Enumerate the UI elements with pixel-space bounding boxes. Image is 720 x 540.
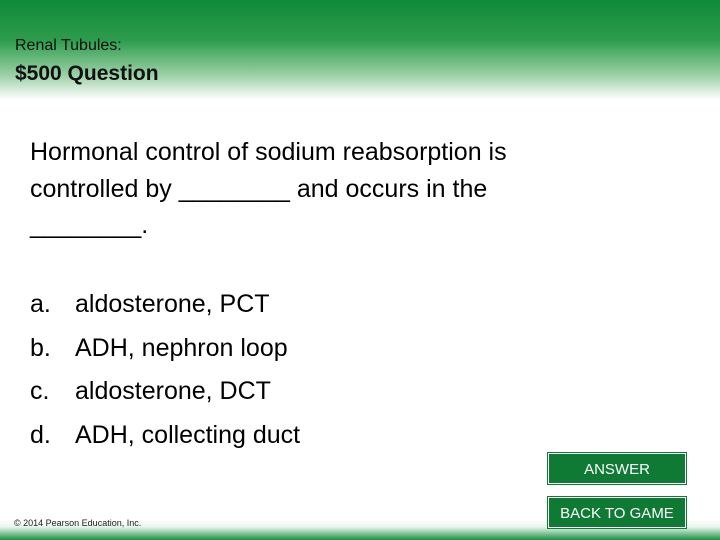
question-line: controlled by ________ and occurs in the xyxy=(30,174,488,203)
option-a xyxy=(30,283,300,327)
option-text: aldosterone, PCT xyxy=(75,290,270,318)
option-text: ADH, collecting duct xyxy=(75,420,301,449)
option-text: aldosterone, DCT xyxy=(75,377,271,405)
option-b xyxy=(30,327,300,371)
answer-options-list xyxy=(30,283,300,457)
option-text: ADH, nephron loop xyxy=(75,333,288,362)
option-letter: b. xyxy=(30,333,51,362)
answer-button[interactable]: ANSWER xyxy=(548,453,686,484)
question-value-title: $500 Question xyxy=(15,62,159,85)
category-label: Renal Tubules: xyxy=(15,37,122,54)
option-letter: d. xyxy=(30,420,51,449)
slide-header xyxy=(0,0,720,100)
option-letter: a. xyxy=(30,290,51,318)
option-letter: c. xyxy=(30,377,50,405)
question-line: ________. xyxy=(30,211,149,239)
copyright-notice: © 2014 Pearson Education, Inc. xyxy=(14,518,142,528)
question-text xyxy=(30,134,650,244)
back-to-game-button[interactable]: BACK TO GAME xyxy=(548,497,686,528)
question-line: Hormonal control of sodium reabsorption is xyxy=(30,138,507,166)
option-d xyxy=(30,414,300,458)
option-c xyxy=(30,370,300,414)
